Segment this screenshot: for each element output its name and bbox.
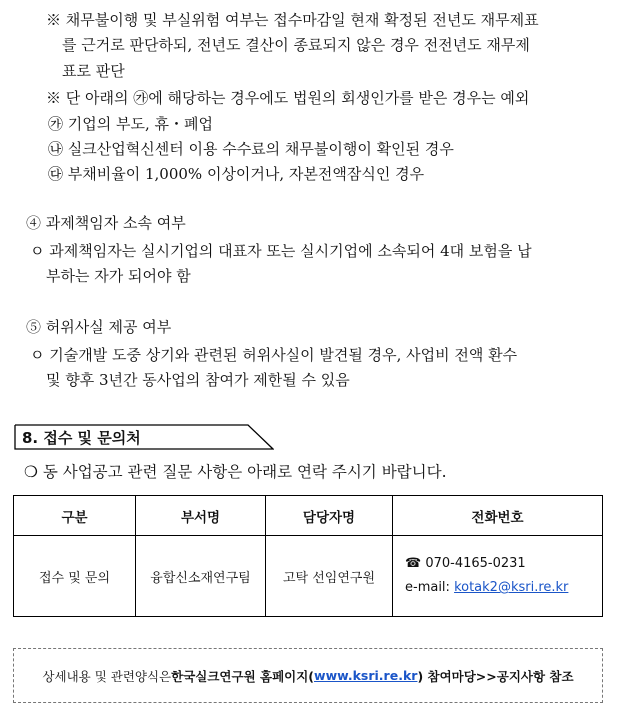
- header-category: 구분: [14, 496, 136, 536]
- section-8-intro: ❍ 동 사업공고 관련 질문 사항은 아래로 연락 주시기 바랍니다.: [24, 463, 447, 481]
- section-5-title: ⑤ 허위사실 제공 여부: [26, 318, 172, 336]
- footer-suffix: ) 참여마당>>공지사항 참조: [417, 668, 574, 684]
- note-1-line-3: 표로 판단: [62, 62, 125, 80]
- cell-person: 고탁 선임연구원: [266, 536, 393, 617]
- exception-item-na: ㉯ 실크산업혁신센터 이용 수수료의 채무불이행이 확인된 경우: [48, 140, 454, 158]
- note-2: ※ 단 아래의 ㉮에 해당하는 경우에도 법원의 회생인가를 받은 경우는 예외: [46, 89, 530, 107]
- email-line: [405, 576, 601, 600]
- contact-table: [13, 495, 603, 617]
- header-department: 부서명: [136, 496, 266, 536]
- section-8-heading: 8. 접수 및 문의처: [22, 429, 141, 447]
- cell-category: 접수 및 문의: [14, 536, 136, 617]
- exception-item-da: ㉰ 부채비율이 1,000% 이상이거나, 자본전액잠식인 경우: [48, 165, 425, 183]
- section-4-title: ④ 과제책임자 소속 여부: [26, 214, 186, 232]
- cell-contact: [393, 536, 603, 617]
- header-phone: 전화번호: [393, 496, 603, 536]
- section-4-bullet-line-1: ㅇ 과제책임자는 실시기업의 대표자 또는 실시기업에 소속되어 4대 보험을 납: [30, 242, 532, 260]
- note-1-line-1: ※ 채무불이행 및 부실위험 여부는 접수마감일 현재 확정된 전년도 재무제표: [46, 11, 539, 29]
- phone-number: ☎ 070-4165-0231: [405, 556, 526, 571]
- header-person: 담당자명: [266, 496, 393, 536]
- exception-item-ga: ㉮ 기업의 부도, 휴・폐업: [48, 115, 213, 133]
- email-label: e-mail:: [405, 580, 455, 595]
- email-link[interactable]: kotak2@ksri.re.kr: [454, 580, 569, 595]
- section-5-bullet-line-2: 및 향후 3년간 동사업의 참여가 제한될 수 있음: [46, 371, 350, 389]
- table-header-row: [14, 496, 603, 536]
- table-row: [14, 536, 603, 617]
- footer-notice: [13, 648, 603, 703]
- section-5-bullet-line-1: ㅇ 기술개발 도중 상기와 관련된 허위사실이 발견될 경우, 사업비 전액 환수: [30, 346, 518, 364]
- cell-department: 융합신소재연구팀: [136, 536, 266, 617]
- footer-prefix: 상세내용 및 관련양식은: [42, 668, 172, 684]
- section-4-bullet-line-2: 부하는 자가 되어야 함: [46, 267, 191, 285]
- footer-org: 한국실크연구원 홈페이지(: [171, 668, 315, 684]
- note-1-line-2: 를 근거로 판단하되, 전년도 결산이 종료되지 않은 경우 전전년도 재무제: [62, 36, 530, 54]
- section-8-heading-box: [14, 424, 274, 450]
- homepage-link[interactable]: www.ksri.re.kr: [314, 668, 418, 683]
